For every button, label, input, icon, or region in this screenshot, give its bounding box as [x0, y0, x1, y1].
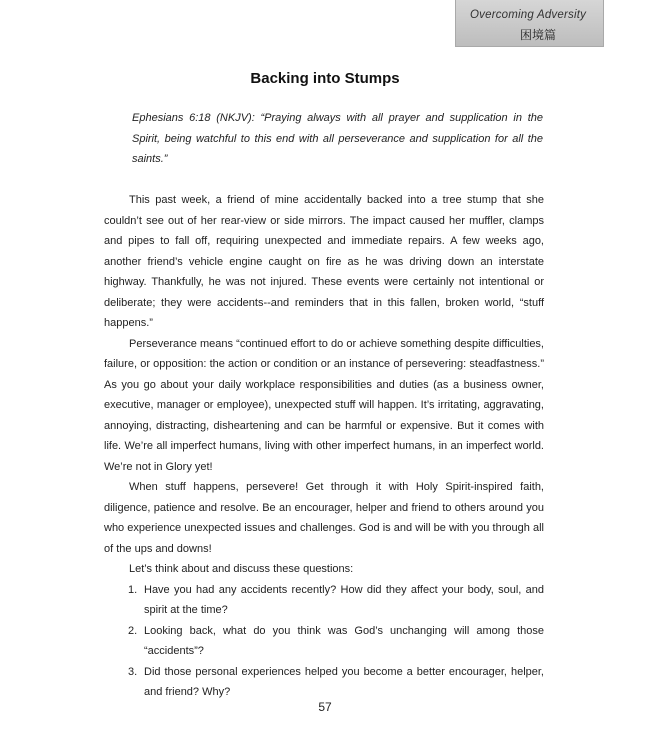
question-list [104, 580, 544, 703]
body-text [104, 190, 544, 703]
question-number: 3. [128, 665, 138, 678]
paragraph-2: Perseverance means “continued effort to do or achieve something despite difficulties, failure, or opposition: the action or condition or an instance of persevering: steadfastness.” As you go about your daily workplace responsibilities and duties (as a business owner, executive, manager or employee), unexpected stuff will happen. It’s irritating, aggravating, annoying, distracting, disheartening and can be harmful or expensive. But it comes with life. We’re all imperfect humans, living with other imperfect humans, in an imperfect world. We’re not in Glory yet! [104, 337, 544, 473]
page-number: 57 [318, 700, 332, 714]
paragraph-1: This past week, a friend of mine accidentally backed into a tree stump that she couldn’t see out of her rear-view or side mirrors. The impact caused her muffler, clamps and pipes to fall off, requiring unexpected and immediate repairs. A few weeks ago, another friend’s vehicle engine caught on fire as he was driving down an interstate highway. Thankfully, he was not injured. These events were certainly not intentional or deliberate; they were accidents--and reminders that in this fallen, broken world, “stuff happens.” [104, 194, 544, 329]
questions-intro: Let’s think about and discuss these questions: [129, 563, 354, 575]
section-title-chinese: 困境篇 [520, 28, 557, 42]
question-item [104, 662, 544, 703]
question-item [104, 621, 544, 662]
question-item [104, 580, 544, 621]
page-title: Backing into Stumps [250, 70, 400, 87]
question-text: Have you had any accidents recently? How did they affect your body, soul, and spirit at the time? [144, 583, 544, 616]
question-number: 2. [128, 624, 138, 637]
paragraph-3: When stuff happens, persevere! Get through it with Holy Spirit-inspired faith, diligence, patience and resolve. Be an encourager, helper and friend to others around you who experience unexpected issues and challenges. God is and will be with you through all of the ups and downs! [104, 481, 544, 555]
question-number: 1. [128, 583, 138, 596]
section-title-english: Overcoming Adversity [470, 9, 587, 21]
question-text: Did those personal experiences helped you become a better encourager, helper, and friend? Why? [144, 665, 544, 698]
scripture-verse: Ephesians 6:18 (NKJV): “Praying always with all prayer and supplication in the Spirit, being watchful to this end with all perseverance and supplication for all the saints.” [132, 112, 543, 165]
section-tab [455, 0, 604, 47]
question-text: Looking back, what do you think was God’s unchanging will among those “accidents”? [144, 624, 544, 657]
